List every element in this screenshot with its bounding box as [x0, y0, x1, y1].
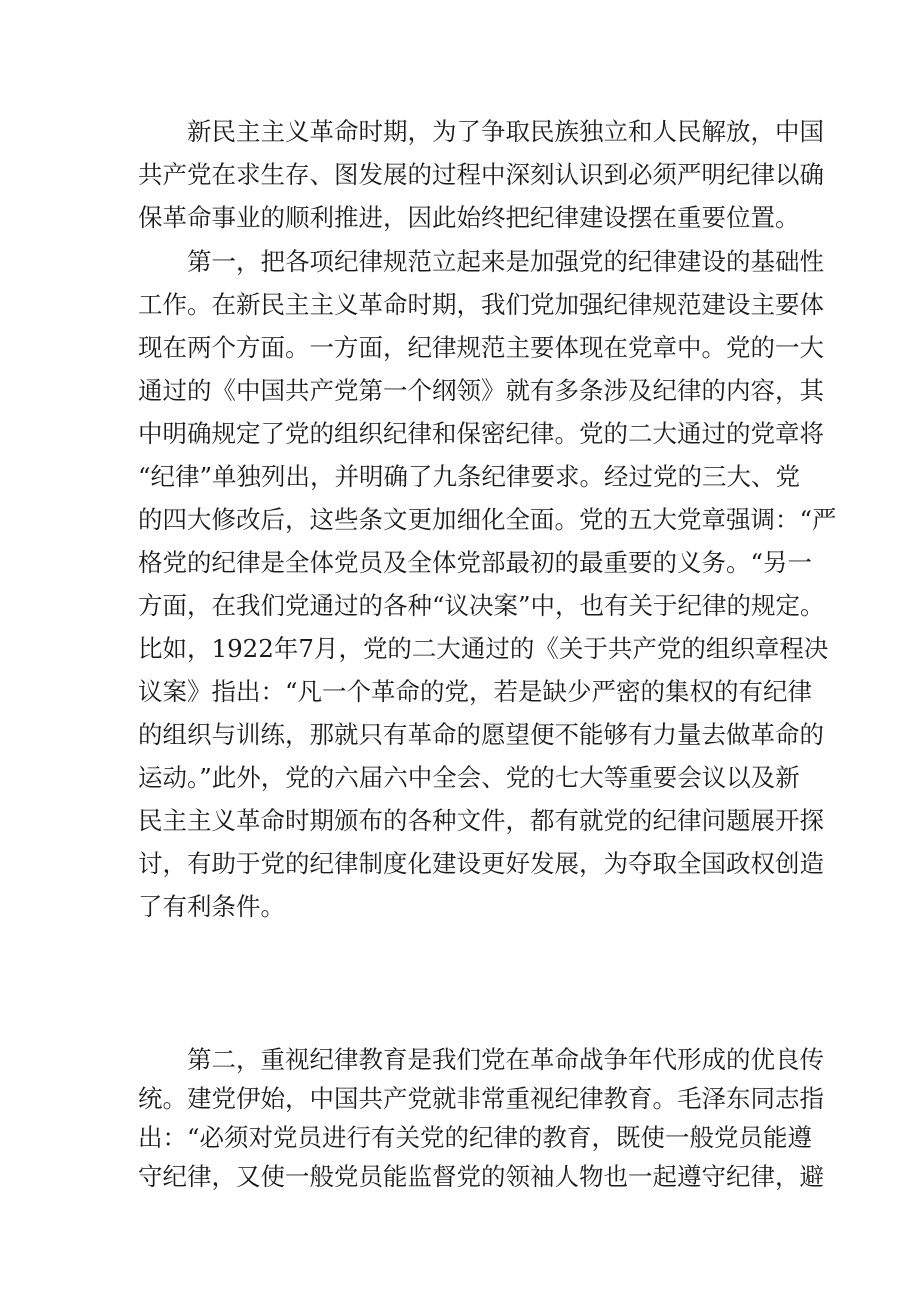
- text-line: 格党的纪律是全体党员及全体党部最初的最重要的义务。“另一: [138, 548, 813, 577]
- text-line: 的四大修改后，这些条文更加细化全面。党的五大党章强调：“严: [138, 505, 837, 534]
- text-line: 新民主主义革命时期，为了争取民族独立和人民解放，中国: [187, 117, 824, 146]
- text-line: 守纪律，又使一般党员能监督党的领袖人物也一起遵守纪律，避: [138, 1162, 824, 1191]
- text-line: 的组织与训练，那就只有革命的愿望便不能够有力量去做革命的: [138, 720, 824, 749]
- text-line: 民主主义革命时期颁布的各种文件，都有就党的纪律问题展开探: [138, 806, 824, 835]
- text-line: 了有利条件。: [138, 892, 285, 921]
- text-line: 第一，把各项纪律规范立起来是加强党的纪律建设的基础性: [187, 247, 824, 276]
- text-line: 比如，1922年7月，党的二大通过的《关于共产党的组织章程决: [138, 634, 829, 663]
- text-line: 保革命事业的顺利推进，因此始终把纪律建设摆在重要位置。: [138, 203, 800, 232]
- text-line: “纪律”单独列出，并明确了九条纪律要求。经过党的三大、党: [138, 462, 801, 491]
- text-line: 议案》指出：“凡一个革命的党，若是缺少严密的集权的有纪律: [138, 677, 813, 706]
- text-line: 通过的《中国共产党第一个纲领》就有多条涉及纪律的内容，其: [138, 376, 824, 405]
- text-line: 运动。”此外，党的六届六中全会、党的七大等重要会议以及新: [138, 763, 800, 792]
- text-line: 中明确规定了党的组织纪律和保密纪律。党的二大通过的党章将: [138, 419, 824, 448]
- text-line: 统。建党伊始，中国共产党就非常重视纪律教育。毛泽东同志指: [138, 1084, 824, 1113]
- text-line: 第二，重视纪律教育是我们党在革命战争年代形成的优良传: [187, 1045, 824, 1074]
- text-line: 现在两个方面。一方面，纪律规范主要体现在党章中。党的一大: [138, 333, 824, 362]
- text-line: 出：“必须对党员进行有关党的纪律的教育，既使一般党员能遵: [138, 1123, 813, 1152]
- text-line: 共产党在求生存、图发展的过程中深刻认识到必须严明纪律以确: [138, 160, 824, 189]
- text-line: 讨，有助于党的纪律制度化建设更好发展，为夺取全国政权创造: [138, 849, 824, 878]
- text-line: 方面，在我们党通过的各种“议决案”中，也有关于纪律的规定。: [138, 591, 825, 620]
- text-line: 工作。在新民主主义革命时期，我们党加强纪律规范建设主要体: [138, 290, 824, 319]
